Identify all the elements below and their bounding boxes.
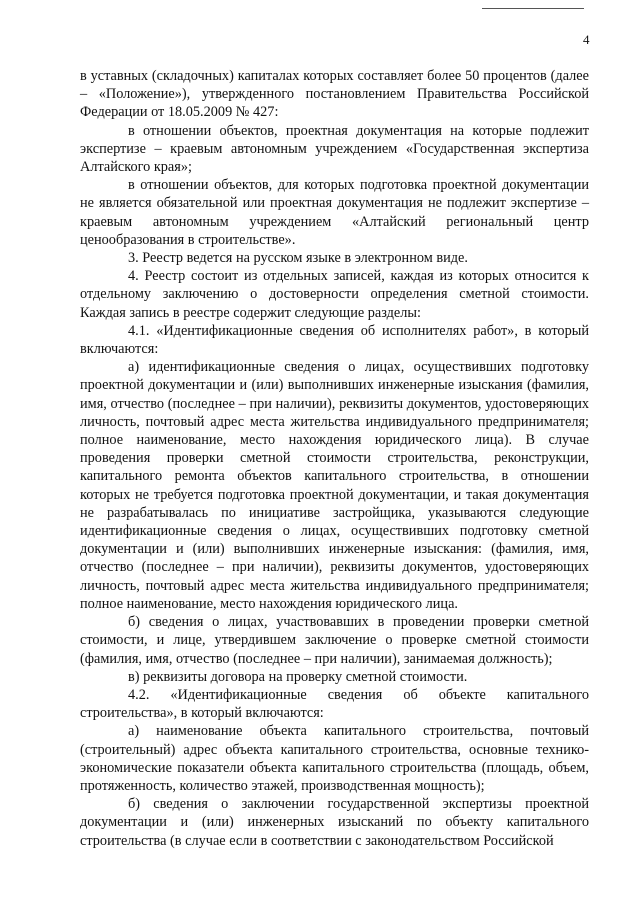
paragraph: б) сведения о лицах, участвовавших в проведении проверки сметной стоимости, и лице, утвердившем заключение о проверке сметной стоимости (фамилия, имя, отчество (последнее – при наличии), занимаемая должность); xyxy=(80,614,589,667)
paragraph: в) реквизиты договора на проверку сметной стоимости. xyxy=(128,668,468,685)
paragraph: 4.1. «Идентификационные сведения об исполнителях работ», в который включаются: xyxy=(80,322,589,358)
paragraph: 3. Реестр ведется на русском языке в электронном виде. xyxy=(128,250,468,267)
paragraph: а) идентификационные сведения о лицах, осуществивших подготовку проектной документации и (или) выполнивших инженерные изыскания (фамилия, имя, отчество (последнее – при наличии), реквизиты документов, удостоверяющих личность, почтовый адрес места жительства индивидуального предпринимателя; полное наименование, место нахождения юридического лица). В случае проведения проверки сметной стоимости строительства, реконструкции, капитального ремонта объектов капитального строительства, в отношении которых не требуется подготовка проектной документации, и такая документация не разрабатывалась по инициативе застройщика, указываются следующие идентификационные сведения о лицах, осуществивших подготовку сметной документации и (или) выполнивших инженерные изыскания: (фамилия, имя, отчество (последнее – при наличии), реквизиты документов, удостоверяющих личность, почтовый адрес места жительства индивидуального предпринимателя; полное наименование, место нахождения юридического лица. xyxy=(80,359,589,612)
paragraph: в отношении объектов, проектная документация на которые подлежит экспертизе – краевым автономным учреждением «Государственная экспертиза Алтайского края»; xyxy=(80,122,589,176)
paragraph: 4. Реестр состоит из отдельных записей, каждая из которых относится к отдельному заключению о достоверности определения сметной стоимости. Каждая запись в реестре содержит следующие разделы: xyxy=(80,268,589,321)
paragraph: в отношении объектов, для которых подготовка проектной документации не является обязательной или проектная документация не подлежит экспертизе – краевым автономным учреждением «Алтайский региональный центр ценообразования в строительстве». xyxy=(80,177,589,248)
document-body xyxy=(80,67,589,850)
paragraph: 4.2. «Идентификационные сведения об объекте капитального строительства», в который включаются: xyxy=(80,686,589,722)
page-number: 4 xyxy=(583,32,590,47)
top-rule xyxy=(482,8,584,9)
paragraph: а) наименование объекта капитального строительства, почтовый (строительный) адрес объекта капитального строительства, основные технико-экономические показатели объекта капитального строительства (площадь, объем, протяженность, количество этажей, производственная мощность); xyxy=(80,723,589,794)
paragraph: в уставных (складочных) капиталах которых составляет более 50 процентов (далее – «Положение»), утвержденного постановлением Правительства Российской Федерации от 18.05.2009 № 427: xyxy=(80,68,589,121)
paragraph: б) сведения о заключении государственной экспертизы проектной документации и (или) инженерных изысканий по объекту капитального строительства (в случае если в соответствии с законодательством Российской xyxy=(80,796,589,849)
